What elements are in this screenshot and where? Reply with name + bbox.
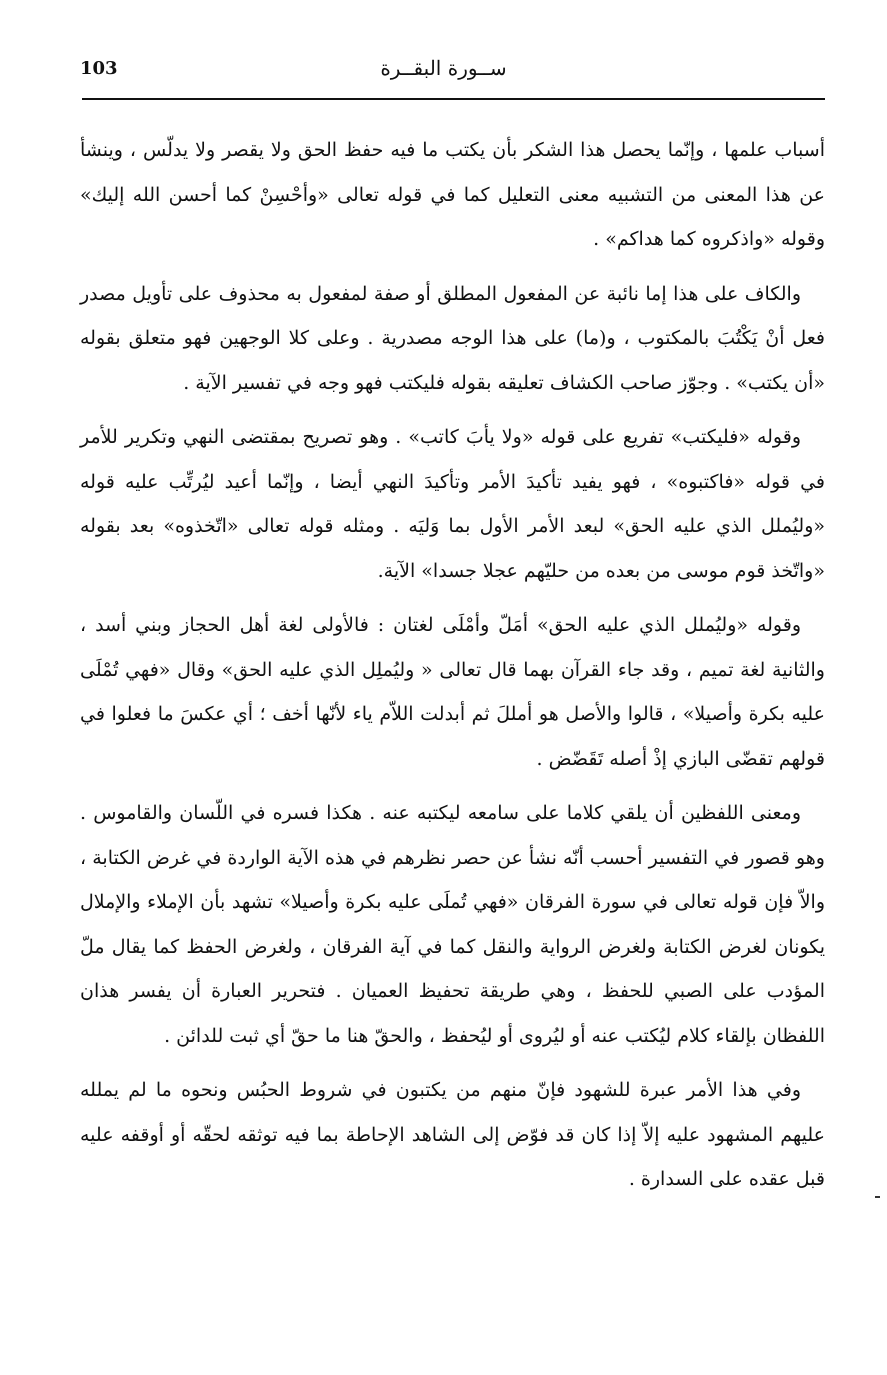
paragraph-2: والكاف على هذا إما نائبة عن المفعول المطلق أو صفة لمفعول به محذوف على تأويل مصدر فعل أنْ يَكْتُبَ بالمكتوب ، و(ما) على هذا الوجه مصدرية . وعلى كلا الوجهين فهو متعلق بقوله «أن يكتب» . وجوّز صاحب الكشاف تعليقه بقوله فليكتب فهو وجه في تفسير الآية .: [80, 282, 825, 394]
paragraph-5: ومعنى اللفظين أن يلقي كلاما على سامعه ليكتبه عنه . هكذا فسره في اللّسان والقاموس . وهو قصور في التفسير أحسب أنّه نشأ عن حصر نظرهم في هذه الآية الواردة في غرض الكتابة ، والاّ فإن قوله تعالى في سورة الفرقان «فهي تُملَى عليه بكرة وأصيلا» تشهد بأن الإملاء والإملال يكونان لغرض الكتابة ولغرض الرواية والنقل كما في آية الفرقان ، ولغرض الحفظ كما يقال ملّ المؤدب على الصبي للحفظ ، وهي طريقة تحفيظ العميان . فتحرير العبارة أن يفسر هذان اللفظان بإلقاء كلام ليُكتب عنه أو ليُروى أو ليُحفظ ، والحقّ هنا ما حقّ أي ثبت للدائن .: [80, 802, 825, 1047]
paragraph-6: وفي هذا الأمر عبرة للشهود فإنّ منهم من يكتبون في شروط الحبُس ونحوه ما لم يملله عليهم المشهود عليه إلاّ إذا كان قد فوّض إلى الشاهد الإحاطة بما فيه توثقه لحقّه أو أوقفه عليه قبل عقده على السدارة .: [80, 1079, 825, 1190]
paragraph-3: وقوله «فليكتب» تفريع على قوله «ولا يأبَ كاتب» . وهو تصريح بمقتضى النهي وتكرير للأمر في قوله «فاكتبوه» ، فهو يفيد تأكيدَ الأمر وتأكيدَ النهي أيضا ، وإنّما أعيد ليُرتِّب عليه قوله «وليُملل الذي عليه الحق» لبعد الأمر الأول بما وَليَه . ومثله قوله تعالى «اتّخذوه» بعد بقوله «واتّخذ قوم موسى من بعده من حليّهم عجلا جسدا» الآية.: [80, 426, 825, 582]
margin-mark: [875, 1196, 880, 1198]
paragraph-4: وقوله «وليُملل الذي عليه الحق» أمَلّ وأمْلَى لغتان : فالأولى لغة أهل الحجاز وبني أسد ، والثانية لغة تميم ، وقد جاء القرآن بهما قال تعالى « وليُملِل الذي عليه الحق» وقال «فهي تُمْلَى عليه بكرة وأصيلا» ، قالوا والأصل هو أمللَ ثم أبدلت اللاّم ياء لأنّها أخف ؛ أي عكسَ ما فعلوا في قولهم تقضّى البازي إذْ أصله تَقَضّض .: [80, 614, 825, 770]
page-number: 103: [80, 58, 118, 79]
page-body: [80, 128, 825, 1212]
paragraph-1: أسباب علمها ، وإنّما يحصل هذا الشكر بأن يكتب ما فيه حفظ الحق ولا يقصر ولا يدلّس ، وينشأ عن هذا المعنى من التشبيه معنى التعليل كما في قوله تعالى «وأحْسِنْ كما أحسن الله إليك» وقوله «واذكروه كما هداكم» .: [80, 139, 825, 250]
running-head: ســورة البقــرة: [380, 56, 507, 80]
header-rule: [82, 98, 825, 100]
